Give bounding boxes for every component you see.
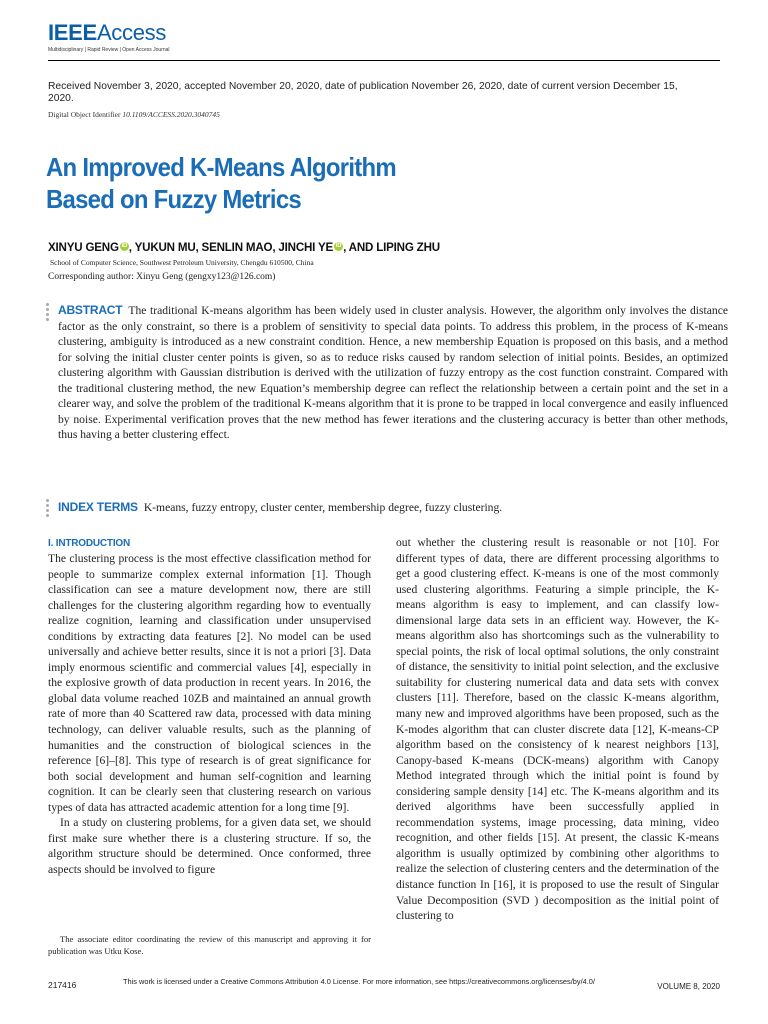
left-column bbox=[48, 536, 371, 877]
volume-label: VOLUME 8, 2020 bbox=[657, 982, 720, 991]
abstract-label: ABSTRACT bbox=[58, 303, 123, 317]
intro-paragraph-2: In a study on clustering problems, for a given data set, we should first make sure whether there is a clustering structure. If so, the algorithm structure should be determined. Once conformed, three aspects should be involved to figure bbox=[48, 816, 371, 876]
received-dates: Received November 3, 2020, accepted November 20, 2020, date of publication November 26, 2020, date of current version December 15, 2020. bbox=[48, 81, 678, 104]
section-heading: I. INTRODUCTION bbox=[48, 538, 130, 549]
affiliation: School of Computer Science, Southwest Petroleum University, Chengdu 610500, China bbox=[50, 258, 314, 267]
author-list bbox=[48, 241, 440, 254]
brand-bold: IEEE bbox=[48, 20, 97, 45]
index-terms-marker-icon bbox=[46, 499, 50, 519]
footnote: The associate editor coordinating the review of this manuscript and approving it for publication was Utku Kose. bbox=[48, 934, 371, 956]
author-1: XINYU GENG bbox=[48, 241, 119, 254]
license-notice[interactable]: This work is licensed under a Creative Commons Attribution 4.0 License. For more information, see https://creativecommons.org/licenses/by/4.0/ bbox=[123, 977, 595, 986]
corresponding-author: Corresponding author: Xinyu Geng (gengxy123@126.com) bbox=[48, 272, 276, 282]
intro-paragraph-1: The clustering process is the most effective classification method for people to summarize complex external information [1]. Though classification can see a mature development now, there are still challenges for the clustering algorithm regarding how to eventually realize cognition, learning and classification under unsupervised conditions by extracting data features [2]. No model can be used universally and achieve better results, since it is not a priori [3]. Data imply enormous scientific and commercial values [4], especially in the explosive growth of data production in recent years. In 2016, the global data volume reached 10ZB and maintained an annual growth rate of more than 40 Scattered raw data, processed with data mining technology, can deliver valuable results, such as the planning of humanities and the construction of biological sciences in the reference [6]–[8]. This type of research is of great significance for both social development and human self-cognition and learning cognition. It can be clearly seen that clustering research on various types of data has attracted academic attention for a long time [9]. bbox=[48, 552, 371, 814]
right-column bbox=[396, 535, 719, 924]
authors-last: , AND LIPING ZHU bbox=[343, 241, 440, 254]
doi-line bbox=[48, 110, 220, 119]
journal-tagline: Multidisciplinary | Rapid Review | Open Access Journal bbox=[48, 47, 170, 53]
abstract bbox=[58, 303, 728, 443]
paper-title bbox=[46, 151, 635, 215]
index-terms-text: K-means, fuzzy entropy, cluster center, membership degree, fuzzy clustering. bbox=[143, 501, 503, 514]
brand-light: Access bbox=[96, 20, 167, 45]
orcid-icon[interactable]: iD bbox=[121, 243, 128, 249]
title-line-1: An Improved K-Means Algorithm bbox=[46, 152, 396, 182]
journal-logo bbox=[48, 22, 170, 53]
title-line-2: Based on Fuzzy Metrics bbox=[46, 184, 301, 214]
doi-value[interactable]: 10.1109/ACCESS.2020.3040745 bbox=[122, 110, 220, 119]
abstract-marker-icon bbox=[46, 303, 50, 323]
orcid-icon[interactable]: iD bbox=[335, 243, 342, 249]
doi-label: Digital Object Identifier bbox=[48, 110, 121, 119]
intro-paragraph-2-continued: out whether the clustering result is reasonable or not [10]. For different types of data, there are different processing algorithms to get a good clustering effect. K-means is one of the most commonly used clustering algorithms. Featuring a simple principle, the K-means algorithm is easy to implement, and can classify low-dimensional large data sets in an efficient way. However, the K-means algorithm also has shortcomings such as the vulnerability to special points, the risk of local optimal solutions, the only constraint of distance, the sensitivity to initial point selection, and the exclusive suitability for clustering numerical data and data sets with convex clusters [11]. Therefore, based on the classic K-means algorithm, many new and improved algorithms have been proposed, such as the K-modes algorithm that can cluster discrete data [12], K-means-CP algorithm based on the consistency of k nearest neighbors [13], Canopy-based K-means (DCK-means) algorithm with Canopy Method integrated through which the initial point is found by considering sample density [14] etc. The K-means algorithm and its derived algorithms have been successfully applied in recommendation systems, image processing, data mining, video recognition, and other fields [15]. At present, the classic K-means algorithm is usually optimized by combining other algorithms to realize the selection of clustering centers and the determination of the distance function In [16], it is proposed to use the result of Singular Value Decomposition (SVD ) decomposition as the initial point of clustering to bbox=[396, 536, 719, 923]
header-rule bbox=[48, 60, 720, 61]
brand-name bbox=[48, 22, 170, 44]
abstract-text: The traditional K-means algorithm has been widely used in cluster analysis. However, the algorithm only involves the distance factor as the only constraint, so there is a problem of sensitivity to special data points. To address this problem, in the process of K-means clustering, ambiguity is introduced as a new constraint condition. Hence, a new membership Equation is proposed on this basis, and a method for solving the initial cluster center points is given, so as to reduce risks caused by random selection of initial points. Besides, an optimized clustering algorithm with Gaussian distribution is derived with the utilization of fuzzy entropy as the cost function constraint. Compared with the traditional clustering method, the new Equation’s membership degree can reflect the relationship between a certain point and the set in a clearer way, and solve the problem of the traditional K-means algorithm that it is prone to be trapped in local convergence and easily influenced by noise. Experimental verification proves that the new method has fewer iterations and the clustering accuracy is better than other methods, thus having a better clustering effect. bbox=[58, 304, 728, 442]
authors-middle: , YUKUN MU, SENLIN MAO, JINCHI YE bbox=[128, 241, 334, 254]
index-terms bbox=[58, 500, 728, 515]
index-terms-label: INDEX TERMS bbox=[58, 500, 138, 514]
page-number: 217416 bbox=[48, 980, 77, 990]
